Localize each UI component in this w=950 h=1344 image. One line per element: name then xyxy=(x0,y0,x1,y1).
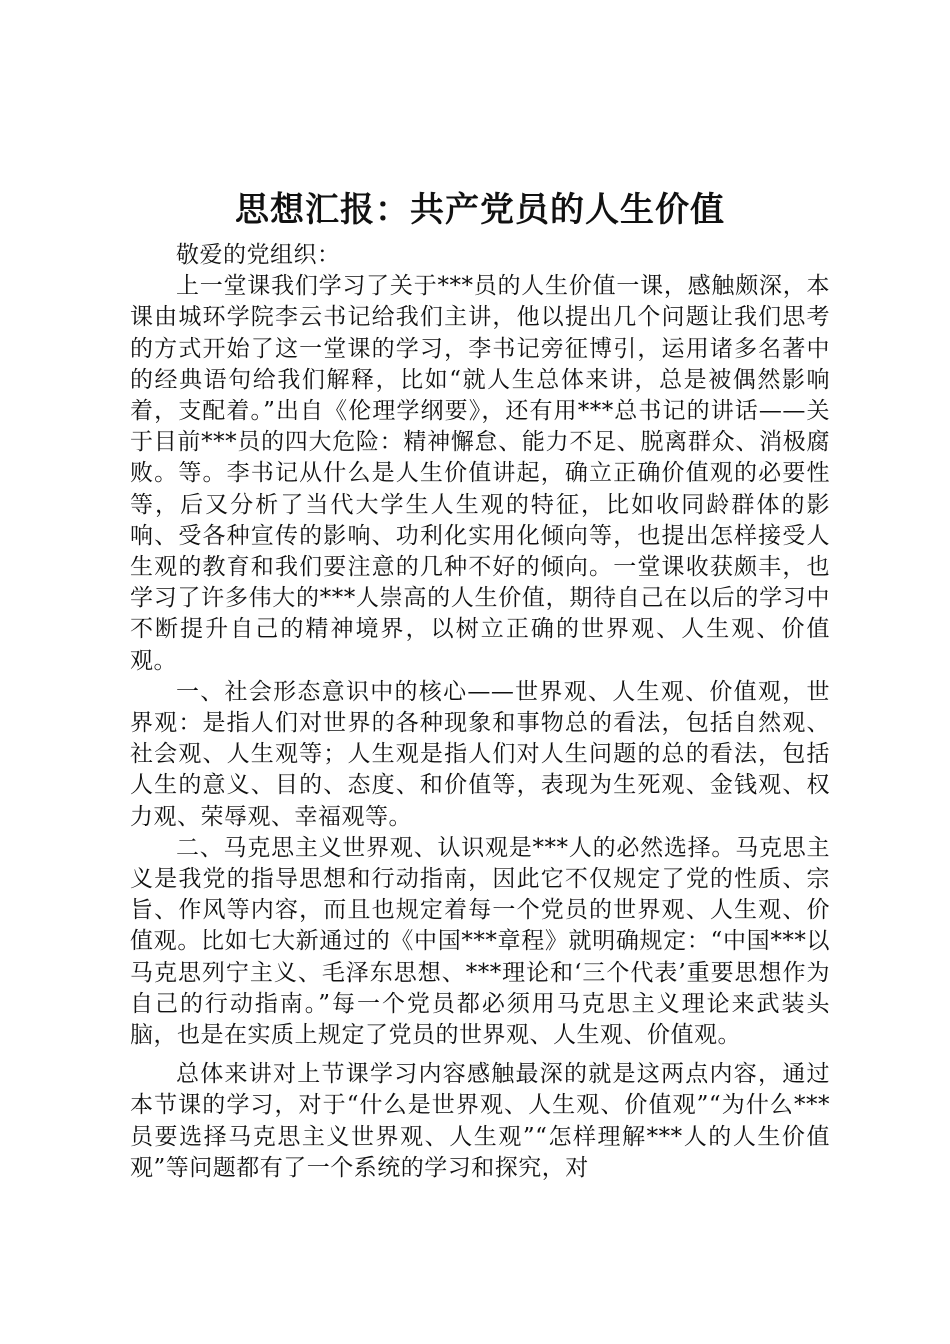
document-title: 思想汇报：共产党员的人生价值 xyxy=(235,190,725,230)
document-page xyxy=(130,186,830,1184)
paragraph-intro: 上一堂课我们学习了关于***员的人生价值一课，感触颇深，本课由城环学院李云书记给我们主讲，他以提出几个问题让我们思考的方式开始了这一堂课的学习，李书记旁征博引，运用诸多名著中的经典语句给我们解释，比如“就人生总体来讲，总是被偶然影响着，支配着。”出自《伦理学纲要》，还有用***总书记的讲话——关于目前***员的四大危险：精神懈怠、能力不足、脱离群众、消极腐败。等。李书记从什么是人生价值讲起，确立正确价值观的必要性等，后又分析了当代大学生人生观的特征，比如收同龄群体的影响、受各种宣传的影响、功利化实用化倾向等，也提出怎样接受人生观的教育和我们要注意的几种不好的倾向。一堂课收获颇丰，也学习了许多伟大的***人崇高的人生价值，期待自己在以后的学习中不断提升自己的精神境界，以树立正确的世界观、人生观、价值观。 xyxy=(130,273,830,674)
salutation: 敬爱的党组织： xyxy=(176,242,341,268)
paragraph-point-two: 二、马克思主义世界观、认识观是***人的必然选择。马克思主义是我党的指导思想和行动指南，因此它不仅规定了党的性质、宗旨、作风等内容，而且也规定着每一个党员的世界观、人生观、价值观。比如七大新通过的《中国***章程》就明确规定：“中国***以马克思列宁主义、毛泽东思想、***理论和‘三个代表’重要思想作为自己的行动指南。”每一个党员都必须用马克思主义理论来武装头脑，也是在实质上规定了党员的世界观、人生观、价值观。 xyxy=(130,834,830,1049)
paragraph-point-one: 一、社会形态意识中的核心——世界观、人生观、价值观，世界观：是指人们对世界的各种现象和事物总的看法，包括自然观、社会观、人生观等；人生观是指人们对人生问题的总的看法，包括人生的意义、目的、态度、和价值等，表现为生死观、金钱观、权力观、荣辱观、幸福观等。 xyxy=(130,678,830,830)
paragraph-summary: 总体来讲对上节课学习内容感触最深的就是这两点内容，通过本节课的学习，对于“什么是世界观、人生观、价值观”“为什么***员要选择马克思主义世界观、人生观”“怎样理解***人的人生价值观”等问题都有了一个系统的学习和探究，对 xyxy=(130,1061,830,1181)
